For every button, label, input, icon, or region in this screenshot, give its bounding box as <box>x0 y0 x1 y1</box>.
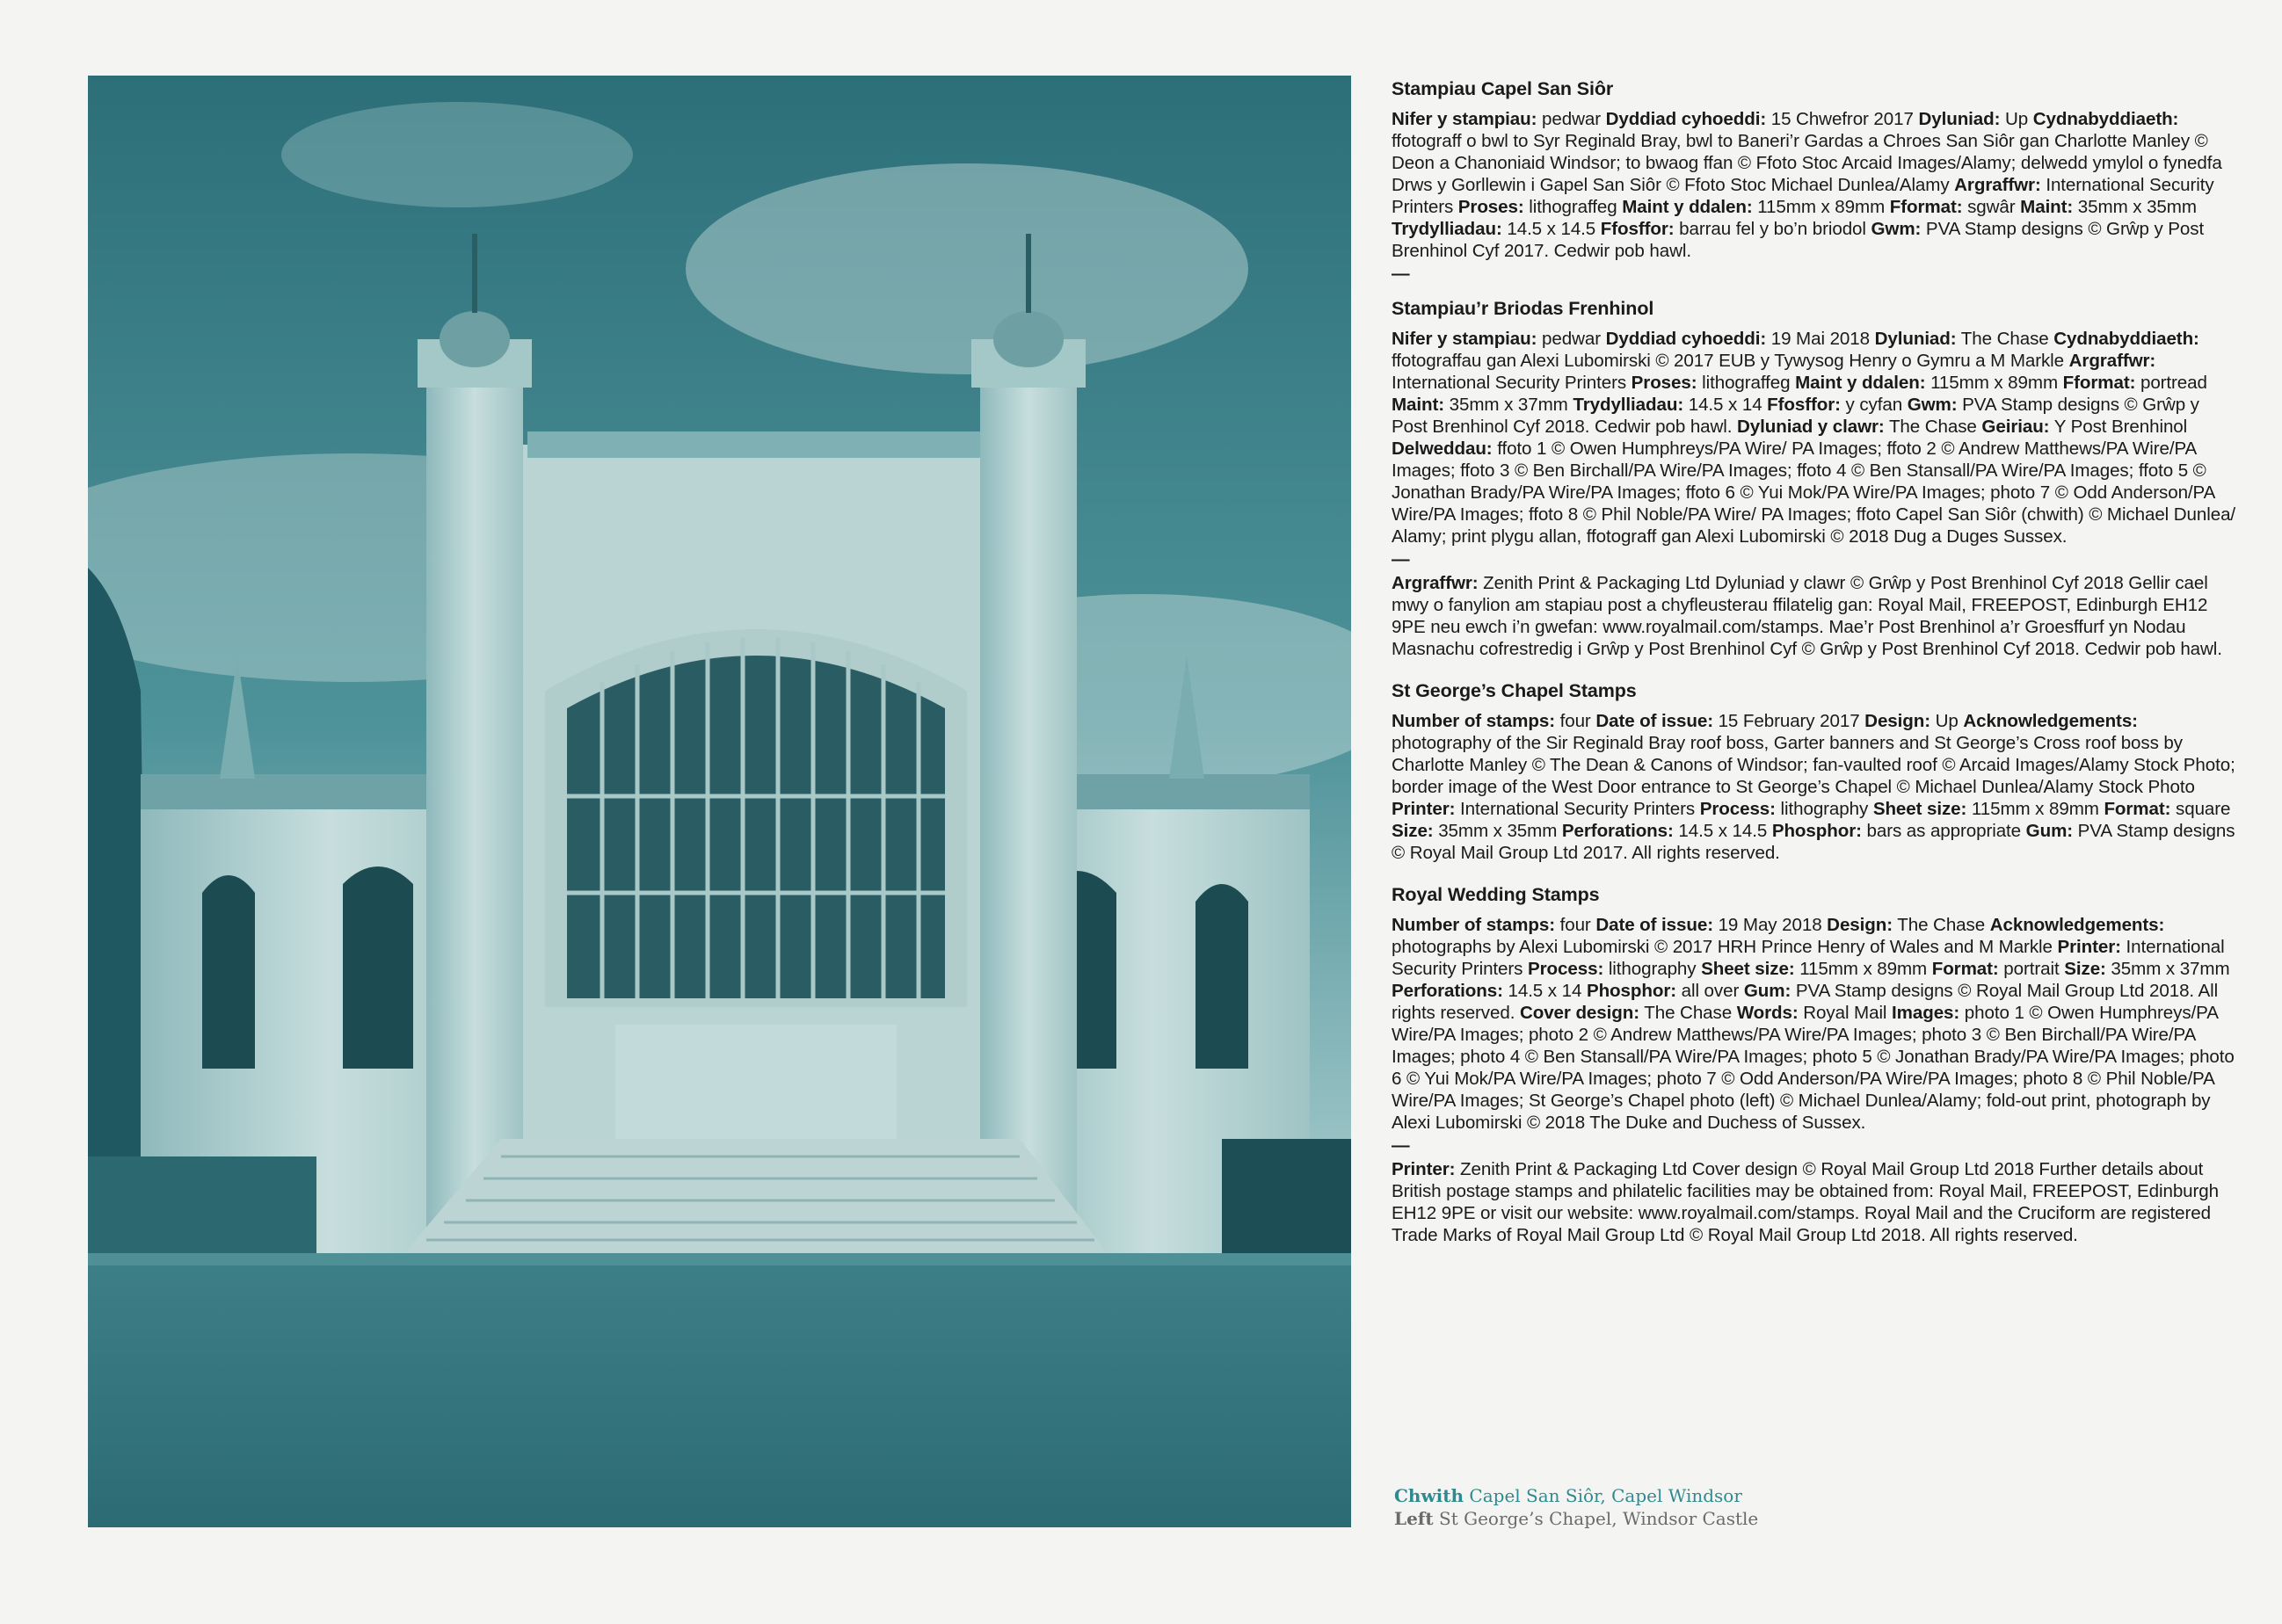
separator <box>1392 1134 2237 1158</box>
field-label: Gwm: <box>1907 395 1958 415</box>
field-value: photo 1 © Owen Humphreys/PA Wire/PA Images; photo 2 © Andrew Matthews/PA Wire/PA Images; photo 3 © Ben Birchall/PA Wire/PA Images; photo 4 © Ben Stansall/PA Wire/PA Images; photo 5 © Jonathan Brady/PA Wire/PA Images; photo 6 © Yui Mok/PA Wire/PA Images; photo 7 © Odd Anderson/PA Wire/PA Images; photo 8 © Phil Noble/PA Wire/PA Images; St George’s Chapel photo (left) © Michael Dunlea/Alamy; fold-out print, photograph by Alexi Lubomirski © 2018 The Duke and Duchess of Sussex. <box>1392 1003 2235 1133</box>
field-value: photography of the Sir Reginald Bray roof boss, Garter banners and St George’s Cross roof boss by Charlotte Manley © The Dean & Canons of Windsor; fan-vaulted roof © Arcaid Images/Alamy Stock Photo; border image of the West Door entrance to St George’s Chapel © Michael Dunlea/Alamy Stock Photo <box>1392 733 2235 797</box>
field-label: Process: <box>1528 959 1604 979</box>
chapel-photograph-illustration <box>88 76 1351 1527</box>
field-label: Sheet size: <box>1701 959 1795 979</box>
field-value: The Chase <box>1893 915 1990 935</box>
field-value: ffotograff o bwl to Syr Reginald Bray, bwl to Baneri’r Gardas a Chroes San Siôr gan Charlotte Manley © Deon a Chanoniaid Windsor; to bwaog ffan © Ffoto Stoc Arcaid Images/Alamy; delwedd ymylol o fynedfa Drws y Gorllewin i Gapel San Siôr © Ffoto Stoc Michael Dunlea/Alamy <box>1392 131 2222 195</box>
field-label: Maint: <box>2020 197 2074 217</box>
field-label: Trydylliadau: <box>1392 219 1502 239</box>
field-value: square <box>2170 799 2231 819</box>
field-value: PVA Stamp designs © Grŵp y Post Brenhinol Cyf 2018. Cedwir pob hawl. <box>1392 395 2199 437</box>
field-value: 19 Mai 2018 <box>1766 329 1875 349</box>
field-label: Gwm: <box>1871 219 1922 239</box>
field-value: PVA Stamp designs © Royal Mail Group Ltd 2017. All rights reserved. <box>1392 821 2235 863</box>
field-value: photographs by Alexi Lubomirski © 2017 HRH Prince Henry of Wales and M Markle <box>1392 937 2058 957</box>
caption-english-text: St George’s Chapel, Windsor Castle <box>1433 1508 1759 1529</box>
field-value: 35mm x 35mm <box>2073 197 2197 217</box>
section-paragraph <box>1392 108 2237 262</box>
section-royal-wedding-english <box>1392 883 2237 1246</box>
field-value: 115mm x 89mm <box>1752 197 1890 217</box>
field-label: Geiriau: <box>1981 417 2050 437</box>
field-value: — <box>1392 1135 1410 1156</box>
field-value: y cyfan <box>1840 395 1908 415</box>
field-value: The Chase <box>1639 1003 1737 1023</box>
field-value: 115mm x 89mm <box>1794 959 1932 979</box>
field-value: The Chase <box>1884 417 1982 437</box>
section-royal-wedding-welsh <box>1392 297 2237 660</box>
field-value: all over <box>1676 981 1744 1001</box>
field-label: Number of stamps: <box>1392 711 1555 731</box>
field-value: 115mm x 89mm <box>1966 799 2104 819</box>
field-value: 14.5 x 14.5 <box>1673 821 1772 841</box>
field-label: Dyluniad y clawr: <box>1737 417 1885 437</box>
separator <box>1392 547 2237 572</box>
field-value: bars as appropriate <box>1861 821 2026 841</box>
section-paragraph <box>1392 328 2237 547</box>
field-label: Trydylliadau: <box>1573 395 1684 415</box>
field-label: Words: <box>1736 1003 1799 1023</box>
field-label: Fformat: <box>2062 373 2136 393</box>
field-value: pedwar <box>1537 109 1606 129</box>
field-value: portread <box>2135 373 2207 393</box>
section-title: St George’s Chapel Stamps <box>1392 680 1637 701</box>
field-label: Phosphor: <box>1771 821 1862 841</box>
field-label: Size: <box>2064 959 2106 979</box>
field-value: International Security Printers <box>1392 175 2214 217</box>
section-paragraph <box>1392 914 2237 1134</box>
field-value: sgwâr <box>1962 197 2021 217</box>
field-value: 14.5 x 14.5 <box>1501 219 1601 239</box>
field-value: lithograffeg <box>1523 197 1623 217</box>
field-label: Argraffwr: <box>1392 573 1479 593</box>
field-label: Date of issue: <box>1595 915 1713 935</box>
field-value: Zenith Print & Packaging Ltd Cover design © Royal Mail Group Ltd 2018 Further details about British postage stamps and philatelic facilities may be obtained from: Royal Mail, FREEPOST, Edinburgh EH12 9PE or visit our website: www.royalmail.com/stamps. Royal Mail and the Cruciform are registered Trade Marks of Royal Mail Group Ltd © Royal Mail Group Ltd 2018. All rights reserved. <box>1392 1159 2219 1245</box>
field-label: Dyddiad cyhoeddi: <box>1605 109 1767 129</box>
field-value: PVA Stamp designs © Royal Mail Group Ltd 2018. All rights reserved. <box>1392 981 2219 1023</box>
field-label: Dyluniad: <box>1918 109 2001 129</box>
field-label: Printer: <box>1392 1159 1456 1179</box>
field-value: International Security Printers <box>1455 799 1700 819</box>
field-value: Up <box>2000 109 2033 129</box>
field-label: Images: <box>1892 1003 1960 1023</box>
photo-caption <box>1394 1484 1851 1530</box>
field-value: 15 February 2017 <box>1712 711 1865 731</box>
field-label: Design: <box>1864 711 1930 731</box>
section-title: Stampiau Capel San Siôr <box>1392 78 1614 99</box>
field-label: Format: <box>1931 959 1999 979</box>
section-st-georges-english <box>1392 679 2237 864</box>
caption-english <box>1394 1507 1851 1530</box>
field-label: Ffosffor: <box>1600 219 1675 239</box>
field-label: Acknowledgements: <box>1963 711 2138 731</box>
field-label: Delweddau: <box>1392 439 1493 459</box>
field-value: 35mm x 37mm <box>1444 395 1573 415</box>
section-st-georges-welsh <box>1392 77 2237 286</box>
field-label: Perforations: <box>1392 981 1503 1001</box>
field-value: International Security Printers <box>1392 373 1632 393</box>
field-label: Fformat: <box>1889 197 1963 217</box>
field-value: The Chase <box>1956 329 2054 349</box>
field-label: Dyddiad cyhoeddi: <box>1605 329 1767 349</box>
field-value: lithograffeg <box>1697 373 1796 393</box>
field-label: Size: <box>1392 821 1434 841</box>
field-label: Nifer y stampiau: <box>1392 329 1537 349</box>
field-label: Argraffwr: <box>2068 351 2156 371</box>
section-title: Stampiau’r Briodas Frenhinol <box>1392 298 1654 319</box>
field-value: 15 Chwefror 2017 <box>1766 109 1919 129</box>
field-label: Date of issue: <box>1595 711 1713 731</box>
field-value: — <box>1392 549 1410 569</box>
caption-welsh-text: Capel San Siôr, Capel Windsor <box>1464 1485 1742 1506</box>
field-label: Cydnabyddiaeth: <box>2032 109 2179 129</box>
chapel-photograph <box>88 76 1351 1527</box>
caption-welsh <box>1394 1484 1851 1507</box>
section-title: Royal Wedding Stamps <box>1392 884 1600 905</box>
field-label: Process: <box>1699 799 1776 819</box>
field-value: 35mm x 37mm <box>2105 959 2230 979</box>
field-value: pedwar <box>1537 329 1606 349</box>
field-value: lithography <box>1775 799 1873 819</box>
caption-english-label: Left <box>1394 1508 1434 1529</box>
field-label: Phosphor: <box>1586 981 1676 1001</box>
field-label: Gum: <box>1743 981 1791 1001</box>
field-label: Sheet size: <box>1872 799 1967 819</box>
field-label: Maint: <box>1392 395 1445 415</box>
field-value: 35mm x 35mm <box>1433 821 1562 841</box>
field-value: Royal Mail <box>1798 1003 1893 1023</box>
field-label: Number of stamps: <box>1392 915 1555 935</box>
section-paragraph <box>1392 710 2237 864</box>
field-label: Ffosffor: <box>1767 395 1841 415</box>
field-value: ffoto 1 © Owen Humphreys/PA Wire/ PA Images; ffoto 2 © Andrew Matthews/PA Wire/PA Images; ffoto 3 © Ben Birchall/PA Wire/PA Images; ffoto 4 © Ben Stansall/PA Wire/PA Images; ffoto 5 © Jonathan Brady/PA Wire/PA Images; ffoto 6 © Yui Mok/PA Wire/PA Images; photo 7 © Odd Anderson/PA Wire/PA Images; ffoto 8 © Phil Noble/PA Wire/ PA Images; ffoto Capel San Siôr (chwith) © Michael Dunlea/ Alamy; print plygu allan, ffotograff gan Alexi Lubomirski © 2018 Dug a Duges Sussex. <box>1392 439 2236 547</box>
printer-paragraph <box>1392 1158 2237 1246</box>
field-label: Cydnabyddiaeth: <box>2053 329 2199 349</box>
field-value: Y Post Brenhinol <box>2049 417 2188 437</box>
field-label: Proses: <box>1457 197 1524 217</box>
field-value: International Security Printers <box>1392 937 2225 979</box>
field-value: 115mm x 89mm <box>1925 373 2063 393</box>
field-value: Up <box>1930 711 1964 731</box>
field-label: Nifer y stampiau: <box>1392 109 1537 129</box>
field-value: 14.5 x 14 <box>1683 395 1768 415</box>
field-label: Printer: <box>2057 937 2121 957</box>
field-value: barrau fel y bo’n briodol <box>1674 219 1871 239</box>
field-value: four <box>1554 915 1596 935</box>
field-value: lithography <box>1603 959 1702 979</box>
field-value: PVA Stamp designs © Grŵp y Post Brenhinol Cyf 2017. Cedwir pob hawl. <box>1392 219 2205 261</box>
field-label: Maint y ddalen: <box>1622 197 1753 217</box>
field-value: Zenith Print & Packaging Ltd Dyluniad y clawr © Grŵp y Post Brenhinol Cyf 2018 Gellir cael mwy o fanylion am stapiau post a chyfleusterau ffilatelig gan: Royal Mail, FREEPOST, Edinburgh EH12 9PE neu ewch i’n gwefan: www.royalmail.com/stamps. Mae’r Post Brenhinol a’r Groesffurf yn Nodau Masnachu cofrestredig i Grŵp y Post Brenhinol Cyf © Grŵp y Post Brenhinol Cyf 2018. Cedwir pob hawl. <box>1392 573 2222 659</box>
field-label: Acknowledgements: <box>1989 915 2165 935</box>
field-label: Proses: <box>1631 373 1697 393</box>
separator: — <box>1392 264 1410 284</box>
field-value: 14.5 x 14 <box>1502 981 1587 1001</box>
field-value: portrait <box>1998 959 2065 979</box>
field-label: Cover design: <box>1519 1003 1639 1023</box>
field-label: Perforations: <box>1561 821 1674 841</box>
field-label: Gum: <box>2025 821 2074 841</box>
field-label: Argraffwr: <box>1954 175 2041 195</box>
field-label: Design: <box>1827 915 1893 935</box>
field-label: Format: <box>2104 799 2171 819</box>
field-label: Maint y ddalen: <box>1795 373 1926 393</box>
stamp-details-column <box>1392 77 2237 1246</box>
printer-paragraph <box>1392 572 2237 660</box>
field-label: Printer: <box>1392 799 1456 819</box>
caption-welsh-label: Chwith <box>1394 1485 1464 1506</box>
field-value: ffotograffau gan Alexi Lubomirski © 2017 EUB y Tywysog Henry o Gymru a M Markle <box>1392 351 2069 371</box>
field-label: Dyluniad: <box>1874 329 1957 349</box>
field-value: 19 May 2018 <box>1712 915 1828 935</box>
field-value: four <box>1554 711 1596 731</box>
